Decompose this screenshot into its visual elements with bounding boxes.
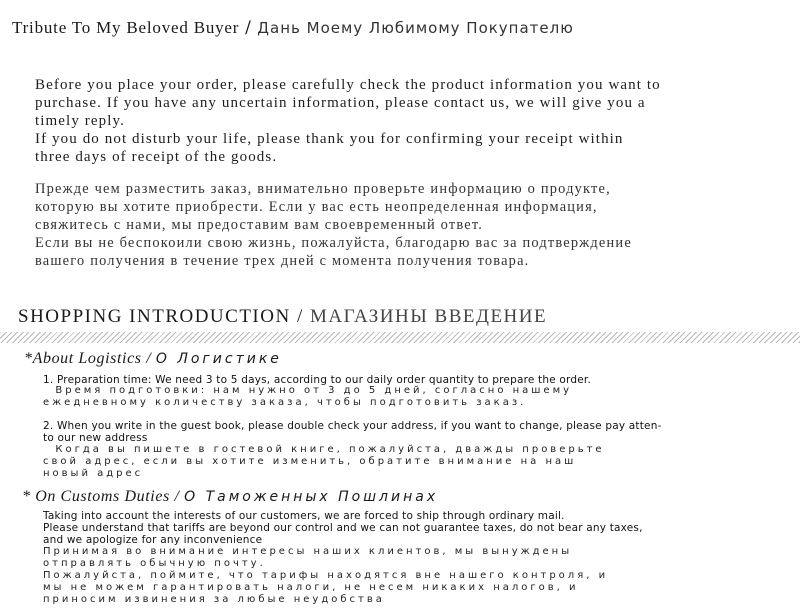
text-line: timely reply. (35, 113, 125, 129)
customs-heading-en: * On Customs Duties (22, 488, 170, 505)
text-line: вашего получения в течение трех дней с момента получения товара. (35, 253, 530, 269)
logistics-item-1-ru (43, 385, 572, 409)
text-line: которую вы хотите приобрести. Если у вас есть неопределенная информация, (35, 199, 598, 215)
text-line: Taking into account the interests of our customers, we are forced to ship through ordinary mail. (43, 510, 565, 522)
text-line: отправлять обычную почту. (43, 558, 266, 569)
text-line: Принимая во внимание интересы наших клиентов, мы вынуждены (43, 546, 573, 557)
text-line: purchase. If you have any uncertain information, please contact us, we will give you a (35, 95, 646, 111)
text-line: мы не можем гарантировать налоги, не несем никаких налогов, и (43, 582, 579, 593)
page-title (12, 18, 574, 38)
intro-english (35, 76, 775, 166)
text-line: ежедневному количеству заказа, чтобы подготовить заказ. (43, 397, 527, 408)
text-line: If you do not disturb your life, please thank you for confirming your receipt within (35, 131, 624, 147)
logistics-heading (24, 350, 282, 368)
customs-text-ru (43, 546, 608, 606)
customs-text-en (43, 510, 643, 546)
text-line: свой адрес, если вы хотите изменить, обратите внимание на наш (43, 456, 577, 467)
text-line: 1. Preparation time: We need 3 to 5 days, according to our daily order quantity to prepare the order. (43, 374, 591, 386)
text-line: новый адрес (43, 468, 144, 479)
intro-russian (35, 180, 775, 270)
text-line: Если вы не беспокоили свою жизнь, пожалуйста, благодарю вас за подтверждение (35, 235, 632, 251)
section-title-en: SHOPPING INTRODUCTION (18, 306, 291, 327)
customs-heading (22, 488, 438, 506)
text-line: Прежде чем разместить заказ, внимательно проверьте информацию о продукте, (35, 181, 611, 197)
section-title-ru: МАГАЗИНЫ ВВЕДЕНИЕ (309, 306, 548, 327)
customs-heading-separator: / (169, 488, 185, 505)
page-title-en: Tribute To My Beloved Buyer (12, 18, 240, 37)
logistics-item-2-en (43, 420, 662, 444)
hatched-divider (0, 332, 800, 343)
text-line: three days of receipt of the goods. (35, 149, 278, 165)
text-line: Пожалуйста, поймите, что тарифы находятся вне нашего контроля, и (43, 570, 609, 581)
logistics-heading-ru: О Логистике (155, 351, 282, 367)
text-line: Когда вы пишете в гостевой книге, пожалуйста, дважды проверьте (43, 444, 605, 455)
text-line: свяжитесь с нами, мы предоставим вам своевременный ответ. (35, 217, 484, 233)
text-line: Please understand that tariffs are beyond our control and we can not guarantee taxes, do not bear any taxes, (43, 522, 643, 534)
logistics-item-2-ru (43, 444, 605, 480)
title-separator: / (239, 18, 258, 38)
text-line: to our new address (43, 432, 148, 444)
text-line: приносим извинения за любые неудобства (43, 594, 385, 605)
text-line: and we apologize for any inconvenience (43, 534, 263, 546)
text-line: 2. When you write in the guest book, please double check your address, if you want to change, please pay atten- (43, 420, 662, 432)
section-title-separator: / (290, 306, 310, 327)
customs-heading-ru: О Таможенных Пошлинах (184, 489, 439, 505)
text-line: Время подготовки: нам нужно от 3 до 5 дней, согласно нашему (43, 385, 573, 396)
section-title (18, 306, 547, 328)
text-line: Before you place your order, please carefully check the product information you want to (35, 77, 661, 93)
logistics-heading-en: *About Logistics (24, 350, 142, 367)
logistics-heading-separator: / (141, 350, 156, 367)
page-title-ru: Дань Моему Любимому Покупателю (257, 19, 574, 37)
